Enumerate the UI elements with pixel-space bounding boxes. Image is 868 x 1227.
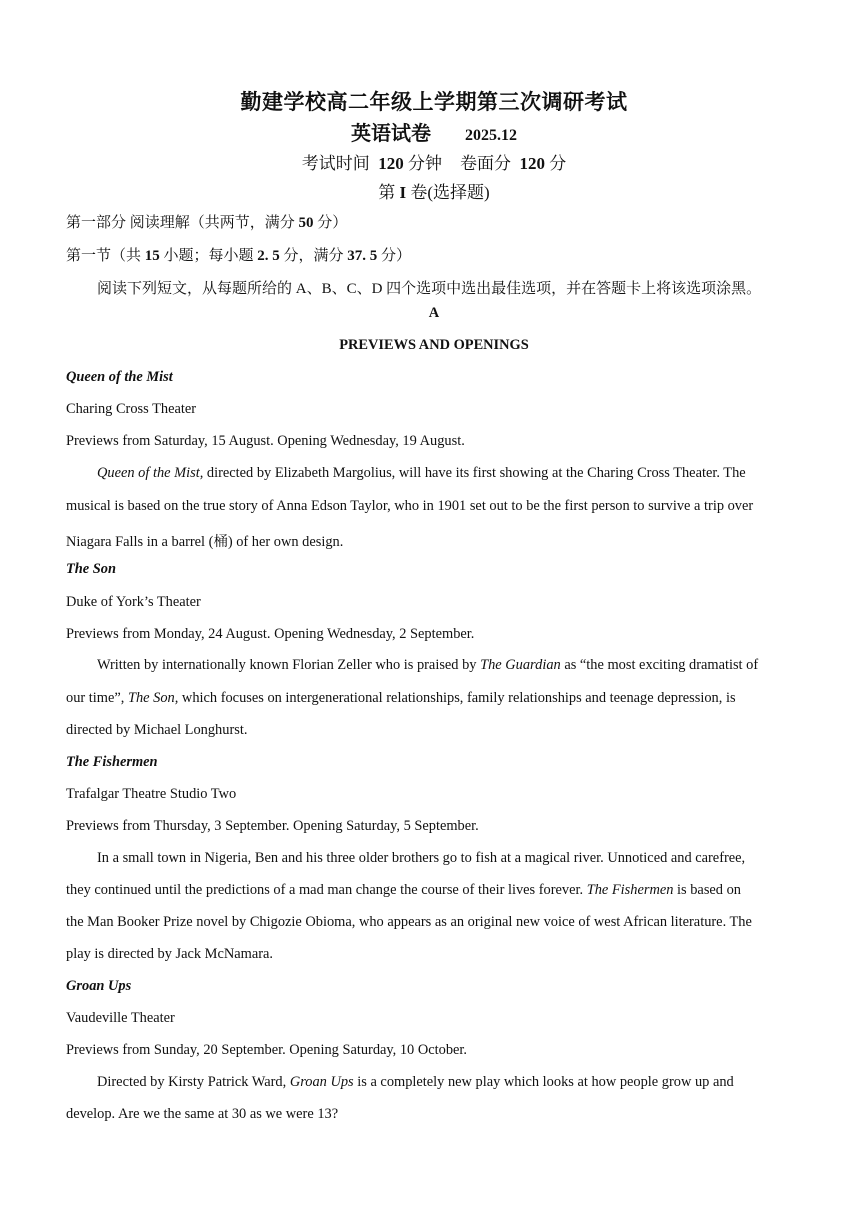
entry-description-line: In a small town in Nigeria, Ben and his three older brothers go to fish at a magical river. Unnoticed and carefree,	[97, 850, 746, 866]
exam-subject: 英语试卷	[351, 123, 431, 145]
time-unit: 分钟	[408, 154, 442, 173]
score-value: 120	[519, 154, 545, 173]
section1-total: 37. 5	[347, 248, 378, 264]
entry-venue: Duke of York’s Theater	[66, 594, 201, 610]
exam-subject-line	[0, 117, 868, 146]
entry-desc-text: Directed by Kirsty Patrick Ward,	[97, 1074, 290, 1090]
score-unit: 分	[549, 154, 567, 173]
entry-desc-text: which focuses on intergenerational relationships, family relationships and teenage depression, is	[178, 690, 736, 706]
part1-score: 50	[298, 215, 314, 231]
entry-desc-text: as “the most exciting dramatist of	[560, 657, 759, 673]
entry-desc-text: our time”,	[66, 690, 128, 706]
entry-desc-text: directed by Elizabeth Margolius, will have its first showing at the Charing Cross Theater. The	[203, 465, 746, 481]
entry-desc-italic: Groan Ups	[289, 1074, 354, 1090]
time-label: 考试时间	[301, 154, 370, 173]
entry-desc-italic: The Son,	[127, 690, 179, 706]
entry-description-line	[66, 882, 741, 899]
entry-description-line	[66, 690, 736, 707]
entry-dates: Previews from Thursday, 3 September. Opening Saturday, 5 September.	[66, 818, 479, 834]
volume-prefix: 第	[378, 183, 396, 202]
section1-post: 分）	[377, 248, 412, 264]
part1-pre: 第一部分 阅读理解（共两节，满分	[66, 215, 299, 231]
score-label: 卷面分	[460, 154, 511, 173]
entry-description-line	[97, 1074, 734, 1091]
volume-suffix: 卷(选择题)	[410, 183, 490, 202]
entry-description-line: musical is based on the true story of Anna Edson Taylor, who in 1901 set out to be the first person to survive a trip over	[66, 498, 754, 514]
passage-label: A	[428, 305, 440, 321]
entry-title: The Fishermen	[66, 754, 158, 770]
part1-heading	[66, 211, 347, 232]
section1-count: 15	[144, 248, 160, 264]
time-value: 120	[378, 154, 404, 173]
entry-desc-italic: The Guardian	[480, 657, 561, 673]
exam-title: 勤建学校高二年级上学期第三次调研考试	[240, 90, 628, 114]
entry-venue: Trafalgar Theatre Studio Two	[66, 786, 237, 802]
exam-date: 2025.12	[465, 127, 517, 144]
entry-title: Queen of the Mist	[66, 369, 173, 385]
part1-post: 分）	[313, 215, 348, 231]
entry-venue: Charing Cross Theater	[66, 401, 197, 417]
entry-desc-italic: The Fishermen	[586, 882, 674, 898]
section1-heading	[66, 244, 411, 265]
entry-description-line: develop. Are we the same at 30 as we were 13?	[66, 1106, 339, 1122]
volume-title	[0, 178, 868, 203]
entry-description-line: the Man Booker Prize novel by Chigozie Obioma, who appears as an original new voice of west African literature. The	[66, 914, 752, 930]
entry-desc-text: is based on	[673, 882, 741, 898]
entry-title: Groan Ups	[66, 978, 132, 994]
entry-dates: Previews from Sunday, 20 September. Opening Saturday, 10 October.	[66, 1042, 467, 1058]
exam-info	[0, 149, 868, 174]
entry-description-line: Niagara Falls in a barrel (桶) of her own design.	[66, 534, 344, 550]
entry-description-line: directed by Michael Longhurst.	[66, 722, 248, 738]
entry-desc-text: they continued until the predictions of a mad man change the course of their lives forever.	[66, 882, 587, 898]
entry-dates: Previews from Saturday, 15 August. Opening Wednesday, 19 August.	[66, 433, 465, 449]
entry-description-line	[97, 657, 758, 674]
volume-number: I	[399, 183, 407, 202]
section1-mid1: 小题；每小题	[159, 248, 258, 264]
section1-each: 2. 5	[257, 248, 280, 264]
passage-heading: PREVIEWS AND OPENINGS	[339, 337, 529, 353]
entry-venue: Vaudeville Theater	[66, 1010, 175, 1026]
entry-description-line: play is directed by Jack McNamara.	[66, 946, 273, 962]
entry-desc-text: Written by internationally known Florian Zeller who is praised by	[97, 657, 481, 673]
entry-description-line	[97, 465, 746, 482]
entry-desc-title: Queen of the Mist,	[97, 465, 204, 481]
section1-pre: 第一节（共	[66, 248, 145, 264]
entry-dates: Previews from Monday, 24 August. Opening Wednesday, 2 September.	[66, 626, 475, 642]
entry-title: The Son	[66, 561, 116, 577]
entry-desc-text: is a completely new play which looks at how people grow up and	[353, 1074, 734, 1090]
section1-mid2: 分，满分	[279, 248, 348, 264]
instruction: 阅读下列短文，从每题所给的 A、B、C、D 四个选项中选出最佳选项，并在答题卡上将该选项涂黑。	[97, 281, 762, 297]
